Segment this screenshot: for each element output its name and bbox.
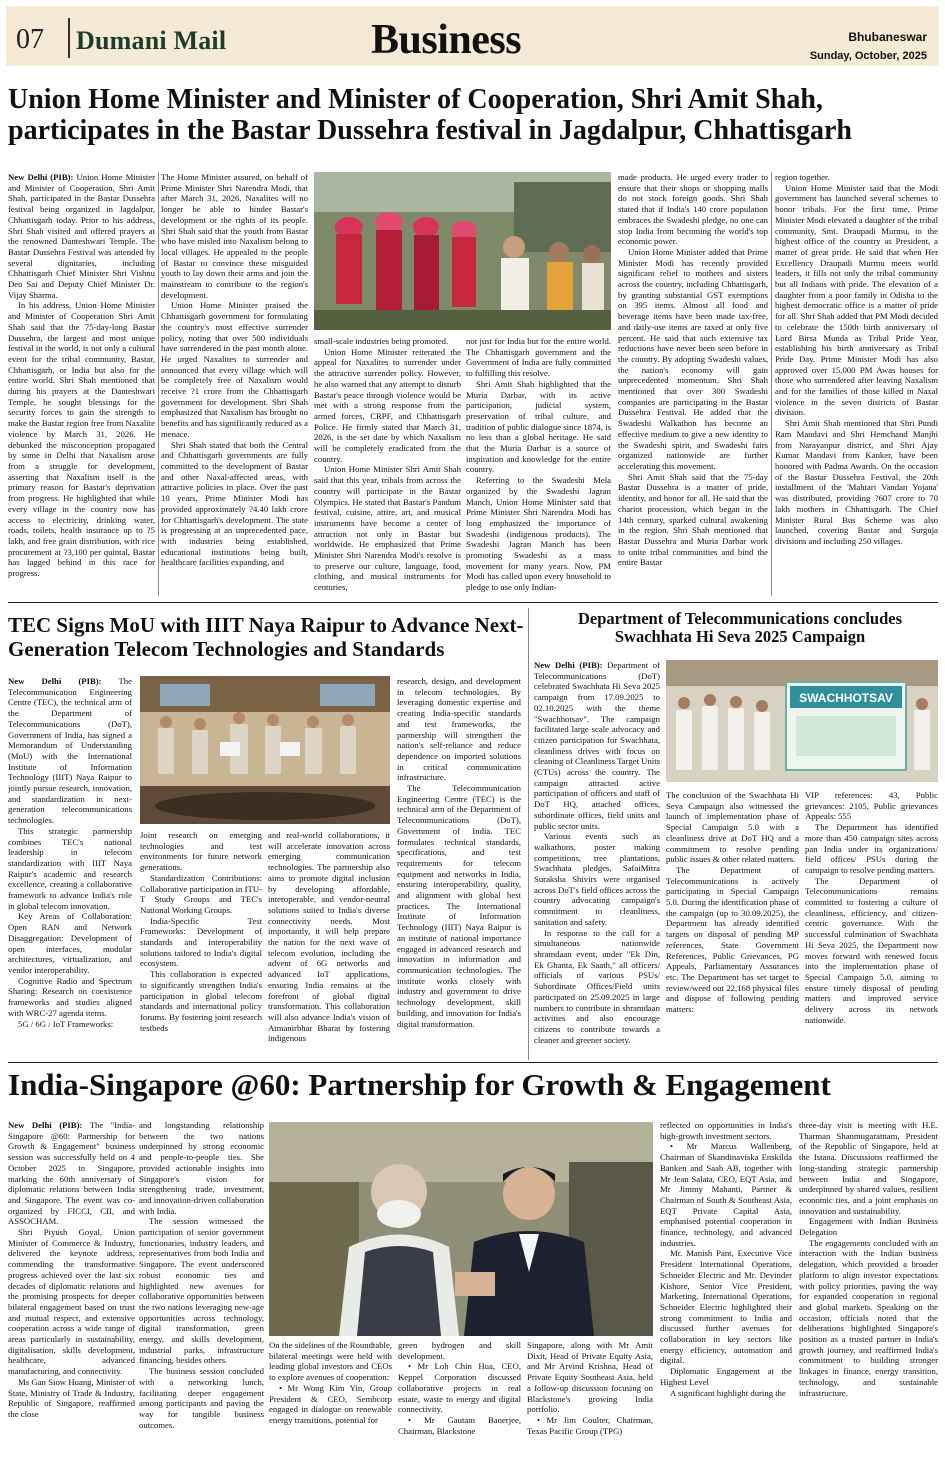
masthead — [6, 6, 939, 66]
story4-photo — [269, 1122, 653, 1336]
story4-col4-p2: • Mr Gautam Banerjee, Chairman, Blackstone — [398, 1414, 521, 1436]
story2-photo — [140, 676, 390, 824]
story3-col2-p0: The conclusion of the Swachhata Hi Seva Campaign also witnessed the launch of implementation phase of Special Campaign 5.0 with a cleanliness drive at DoT HQ and a commitment to resolve pending public issues & other related matters. — [666, 790, 799, 865]
story1-col4-p0: not just for India but for the entire world. The Chhattisgarh government and the Government of India are fully committed to fulfilling this resolve. — [466, 336, 611, 379]
story4-col1-p1: Shri Piyush Goyal, Union Minister of Commerce & Industry, delivered the keynote address, commending the transformative progress achieved over the last six decades of diplomatic relations and the promising prospects for deeper bilateral engagement based on trust and mutual respect, and extensive cooperation across a wide range of areas particularly in sustainability, digitalisation, skills development, healthcare, advanced manufacturing, and connectivity. — [8, 1227, 135, 1377]
story3-col3-p0: VIP references: 43, Public grievances: 2105, Public grievances Appeals: 555 — [805, 790, 938, 822]
story1-photo — [314, 172, 611, 330]
story1-col1 — [8, 172, 155, 596]
story1-col1-p1: In his address, Union Home Minister and Minister of Cooperation Shri Amit Shah said that the 75-day-long Bastar Dussehra, the largest and most unique festival in the world, is not only a cultural event for the tribal community, Bastar, Chhattisgarh, or India but also for the entire world. Shri Shah mentioned that during his prayers at the Danteshwari Temple, he sought blessings for the security forces to gain the strength to make the Bastar region free from Naxalite violence by March 31, 2026. He debunked the misconception propagated by some in Delhi that Naxalism arose from a struggle for development, asserting that Naxalism itself is the primary reason for Bastar's deprivation from progress. He highlighted that while every village in the country now has access to electricity, drinking water, roads, toilets, health insurance up to ?5 lakh, and free grain distribution, with rice procurement at ?3,100 per quintal, Bastar has lagged behind in this race for progress. — [8, 300, 155, 579]
story1-col6-p2: Shri Amit Shah mentioned that Shri Pundi Ram Mandavi and Shri Hemchand Manjhi from Narayanpur district, and Shri Ajay Kumar Mandavi from Kanker, have been honored with Padma Awards. On the occasion of the Bastar Dussehra Festival, the 20th installment of the 'Mahtari Vandan Yojana' was distributed, providing ?607 crore to 70 lakh mothers in Chhattisgarh. The Chief Minister Rural Bus Scheme was also launched, covering Bastar and Surguja divisions and including 250 villages. — [775, 418, 938, 546]
story1-col1-p0: New Delhi (PIB): Union Home Minister and Minister of Cooperation, Shri Amit Shah, participated in the Bastar Dussehra festival being organized in Jagdalpur, Chhattisgarh today. Prior to his address, Shri Shah visited and offered prayers at the renowned Danteshwari Temple. The Bastar Dussehra Festival was attended by several dignitaries, including Chhattisgarh Chief Minister Shri Vishnu Deo Sai and Deputy Chief Minister Dr. Vijay Sharma. — [8, 172, 155, 300]
edition-city: Bhubaneswar — [848, 30, 927, 44]
story2-col1-p0: New Delhi (PIB): The Telecommunication Engineering Centre (TEC), the technical arm of the Department of Telecommunications (DoT), Government of India, has signed a Memorandum of Understanding (MoU) with the International Institute of Information Technology (IIIT) Naya Raipur to jointly pursue research, innovation, and standardization in next-generation telecommunications technologies. — [8, 676, 132, 826]
story2-col2 — [140, 830, 262, 1061]
story1-headline: Union Home Minister and Minister of Cooperation, Shri Amit Shah, participates in the Bastar Dussehra festival in Jagdalpur, Chhattisgarh — [8, 84, 852, 147]
story2-col4 — [397, 676, 521, 1061]
story1-col2-p0: The Home Minister assured, on behalf of Prime Minister Shri Narendra Modi, that after March 31, 2026, Naxalites will no longer be able to hinder Bastar's development or the rights of its people. Shri Shah said that the youth from Bastar who have misled into Naxalism belong to local villages. He appealed to the people of Bastar to convince these misguided youth to lay down their arms and join the mainstream to contribute to the region's development. — [161, 172, 308, 300]
story1-col3-p2: Union Home Minister Shri Amit Shah said that this year, tribals from across the country will participate in the Bastar Olympics. He stated that Bastar's Pandum festival, cuisine, attire, art, and musical instruments have become a center of attraction not only in Bastar but worldwide. He emphasized that Prime Minister Shri Narendra Modi's resolve is to preserve our culture, language, food, clothing, and musical instruments for centuries, — [314, 464, 461, 593]
story4-col7-p2: The engagements concluded with an interaction with the Indian business delegation, which provided a broader platform to align investor expectations with policy priorities, paving the way for expanded cooperation in regional and global markets. Speaking on the occasion, officials noted that the deliberations highlighted Singapore's position as a trusted partner in India's growth journey, and reaffirmed India's commitment to building stronger linkages in finance, energy transition, technology, and sustainable infrastructure. — [799, 1237, 938, 1398]
story4-headline: India-Singapore @60: Partnership for Growth & Engagement — [8, 1067, 831, 1102]
story4-col4-p0: green hydrogen and skill development. — [398, 1340, 521, 1361]
story4-col4-p1: • Mr Loh Chin Hua, CEO, Keppel Corporation discussed collaborative projects in real estate, waste to energy and digital connectivity. — [398, 1361, 521, 1415]
story4-dateline: New Delhi (PIB): — [8, 1120, 83, 1130]
story2-col4-p1: The Telecommunication Engineering Centre (TEC) is the technical arm of the Department of Telecommunications (DoT), Government of India. TEC formulates technical standards, specifications, and test requirements for telecom equipment and networks in India, ensuring interoperability, quality, and alignment with global best practices. The International Institute of Information Technology (IIIT) Naya Raipur is an institute of national importance engaged in advanced research and innovation in information and communication technologies. The institute works closely with industry and government to drive technology development, skill building, and innovation for India's digital transformation. — [397, 783, 521, 1029]
story4-col6-p4: A significant highlight during the — [670, 1387, 786, 1398]
banner-text: SWACHHOTSAV — [799, 691, 893, 705]
section-divider — [8, 1062, 938, 1063]
column-rule — [771, 172, 772, 596]
story3-col1-p0: New Delhi (PIB): Department of Telecommunications (DoT) celebrated Swachhata Hi Seva 2025 campaign from 17.09.2025 to 02.10.2025 with the theme "Swachhotsav". The campaign facilitated large scale advocacy and citizen participation for Swachhata, cleanliness drives with focus on cleaning of Cleanliness Target Units (CTUs) across the country. The campaign attracted active participation of officers and staff of DoT HQ, attached offices, subordinate offices, field units and public sector units. — [534, 660, 660, 831]
story3-dateline: New Delhi (PIB): — [534, 660, 603, 670]
story1-col5-p0: made products. He urged every trader to ensure that their shops or shopping malls do not stock foreign goods. Shri Shah stated that if India's 140 crore population embraces the Swadeshi pledge, no one can stop India from becoming the world's top economic power. — [618, 172, 768, 247]
story4-col2-p2: The business session concluded with a networking lunch, facilitating deeper engagement among participants and paving the way for tangible business outcomes. — [139, 1366, 264, 1430]
story1-col6 — [775, 172, 938, 596]
story1-col4-p2: Referring to the Swadeshi Mela organized by the Swadeshi Jagran Manch, Union Home Minister said that Prime Minister Shri Narendra Modi has long emphasized the importance of Swadeshi (indigenous products). The Swadeshi Jagran Manch has been promoting Swadeshi as a mass movement for many years. Now, PM Modi has called upon every household to pledge to use only Indian- — [466, 475, 611, 593]
story2-col1-p2: Key Areas of Collaboration: Open RAN and Network Disaggregation: Development of open interfaces, modular architectures, virtualization, and vendor interoperability. — [8, 911, 132, 975]
story2-dateline: New Delhi (PIB): — [8, 676, 102, 686]
story2-col2-p3: This collaboration is expected to significantly strengthen India's participation in global telecom standards and international policy forums. By fostering joint research testbeds — [140, 969, 262, 1033]
story1-col3-p1: Union Home Minister reiterated the appeal for Naxalites to surrender under the attractive surrender policy. However, he also warned that any attempt to disturb Bastar's peace through violence would be met with a strong response from the armed forces, CRPF, and Chhattisgarh Police. He firmly stated that March 31, 2026, is the set date by which Naxalism will be completely eradicated from the country. — [314, 346, 461, 464]
story4-col2-p1: The session witnessed the participation of senior government functionaries, industry leaders, and representatives from both India and Singapore. The event underscored robust economic ties and highlighted new avenues for collaborative opportunities between the two nations leveraging new-age opportunities across technology, digital transformation, green energy, and skills development, industrial parks, infrastructure financing, besides others. — [139, 1216, 264, 1366]
column-rule — [158, 172, 159, 596]
page-number: 07 — [16, 24, 44, 55]
story3-col3-p2: The Department of Telecommunications remains committed to fostering a culture of cleanliness, efficiency, and citizen-centric governance. With the successful culmination of Swachhata Hi Seva 2025, the Department now moves forward with renewed focus into the implementation phase of Special Campaign 5.0, aiming to ensure timely disposal of pending matters and improved service delivery across its network nationwide. — [805, 875, 938, 1025]
story1-col5-p2: Shri Amit Shah said that the 75-day Bastar Dussehra is a matter of pride, identity, and honor for all. He said that the chariot procession, which began in the 14th century, sparked cultural awakening in the region. Shri Shah mentioned that Bastar Dussehra and Muria Darbar work to unite tribal communities and bind the entire Bastar — [618, 471, 768, 568]
story3-col1 — [534, 660, 660, 1058]
section-divider — [8, 602, 938, 603]
story4-col2-p0: and longstanding relationship between the two nations underpinned by strong economic and people-to-people ties. She provided actionable insights into Singapore's vision for strengthening trade, investment, and innovation-driven collaboration with India. — [139, 1120, 264, 1216]
story1-col2-p2: Shri Shah stated that both the Central and Chhattisgarh governments are fully committed to the development of Bastar and other Naxal-affected areas, with attractive policies in place. Over the past 10 years, Prime Minister Modi has provided approximately ?4.40 lakh crore for Chhattisgarh's development. The state is progressing at an unprecedented pace, with industries being established, educational institutions being built, healthcare facilities expanding, and — [161, 439, 308, 568]
story2-col2-p0: Joint research on emerging technologies and test environments for future network generations. — [140, 830, 262, 873]
story1-col2 — [161, 172, 308, 596]
story2-col3-p0: and real-world collaborations, it will accelerate innovation across emerging communication technologies. The partnership also aims to promote digital inclusion by developing affordable, interoperable, and vendor-neutral solutions suited to India's diverse connectivity needs. Most importantly, it will help prepare the nation for the next wave of telecom evolution, including the advent of 6G networks and advanced IoT applications, ensuring India remains at the forefront of global digital transformation. This collaboration will also advance India's vision of Atmanirbhar Bharat by fostering indigenous — [268, 830, 390, 1044]
story3-col1-p1: Various events such as walkathons, poster making competitions, tree plantations, Swachhata pledges, SafaiMitra Suraksha Shivirs were organised across DoT's field offices across the country advocating campaign's commitment to cleanliness, sanitation and safety. — [534, 831, 660, 927]
story2-col1-p3: Cognitive Radio and Spectrum Sharing: Research on coexistence frameworks and studies aligned with WRC-27 agenda items. — [8, 975, 132, 1018]
story4-col6-p2: Mr. Manish Pant, Executive Vice President International Operations, Schneider Electric and Mr. Devinder Kishore, Senior Vice President, Marketing, International Operations, Schneider Electric highlighted their strong commitment to India and discussed further avenues for collaboration in key sectors like energy efficiency, automation and digital. — [660, 1248, 792, 1366]
story3-headline: Department of Telecommunications concludes Swachhata Hi Seva 2025 Campaign — [577, 609, 903, 647]
story2-col4-p0: research, design, and development in telecom technologies. By leveraging domestic expertise and creating India-specific standards and test frameworks, the partnership will strengthen the nation's self-reliance and reduce dependence on imported solutions in critical communication infrastructure. — [397, 676, 521, 783]
story1-col4-p1: Shri Amit Shah highlighted that the Muria Darbar, with its active participation, judicial system, preservation of tribal culture, and tradition of public dialogue since 1874, is no less than a global heritage. He said that the Muria Darbar is a source of inspiration and knowledge for the entire country. — [466, 378, 611, 475]
story1-col6-p1: Union Home Minister said that the Modi government has launched several schemes to honor tribals. For the first time, Prime Minister Modi elevated a daughter of the tribal community, Smt. Draupadi Murmu, to the highest office of the country as President, a matter of great pride. He said that when Her Excellency Draupadi Murmu meets world leaders, it fills not only the tribal community but all Indians with pride. The elevation of a daughter from a poor family in Odisha to the highest democratic office is a matter of pride for all. Shri Shah added that PM Modi decided to celebrate the 150th birth anniversary of Lord Birsa Munda as Tribal Pride Year, establishing his birth anniversary as Tribal Pride Day. Prime Minister Modi has also approved over 15,000 PM Awas houses for those who surrendered after leaving Naxalism and for the families of those killed in Naxal violence in the seven districts of Bastar division. — [775, 182, 938, 418]
story1-col6-p0: region together. — [775, 172, 830, 182]
story4-col7 — [799, 1120, 938, 1452]
story4-col3 — [269, 1340, 392, 1452]
story1-col5-p1: Union Home Minister added that Prime Minister Modi has recently provided significant relief to mothers and sisters across the country, including Chhattisgarh, by granting substantial GST exemptions on 395 items. Almost all food and beverage items have been made tax-free, and daily-use items are taxed at only five percent. He said that such extensive tax reductions have never been seen before in the country. By adopting Swadeshi values, the nation's economy will gain unprecedented momentum. Shri Shah mentioned that over 300 Swadeshi companies are participating in the Bastar Dussehra Festival. He added that the Swadeshi Walkathon has become an effective medium to give a new identity to the Swadeshi spirit, and Swadeshi fairs organized nationwide are further accelerating this movement. — [618, 246, 768, 471]
story1-dateline: New Delhi (PIB): — [8, 172, 74, 182]
story2-col1-p1: This strategic partnership combines TEC's national leadership in telecom standardization with IIIT Naya Raipur's academic and research excellence, creating a collaborative framework to advance India's role in global telecom innovation. — [8, 825, 132, 911]
story4-col2 — [139, 1120, 264, 1452]
story4-col6-p0: reflected on opportunities in India's high-growth investment sectors. — [660, 1120, 792, 1141]
story4-col6-p3: Diplomatic Engagement at the Highest Level — [660, 1366, 792, 1387]
story4-col5-p0: Singapore, along with Mr Amit Dixit, Head of Private Equity Asia, and Mr Arvind Krishna, Head of Private Equity Southeast Asia, held a follow-up discussion focusing on Blackstone's growing India portfolio. — [527, 1340, 653, 1415]
story2-col1-p4: 5G / 6G / IoT Frameworks: — [18, 1018, 114, 1029]
story2-col1 — [8, 676, 132, 1061]
story1-col4 — [466, 336, 611, 596]
edition-date: Sunday, October, 2025 — [809, 50, 927, 62]
story4-col5-p1: • Mr Jim Coulter, Chairman, Texas Pacific Group (TPG) — [527, 1414, 653, 1436]
masthead-divider — [68, 18, 70, 58]
story1-col5 — [618, 172, 768, 596]
story2-col2-p2: India-Specific Test Frameworks: Development of standards and interoperability solutions tailored to India's digital ecosystem. — [140, 915, 262, 969]
story4-col7-p0: three-day visit is meeting with H.E. Tharman Shanmugaratnam, President of the Republic of Singapore, held at the Istana. Discussions reaffirmed the long-standing strategic partnership between India and Singapore, underpinned by shared values, resilient economic ties, and a joint emphasis on innovation and sustainability. — [799, 1120, 938, 1216]
story3-col3 — [805, 790, 938, 1058]
story2-col2-p1: Standardization Contributions: Collaborative participation in ITU-T Study Groups and TEC's National Working Groups. — [140, 872, 262, 915]
story4-col4 — [398, 1340, 521, 1452]
section-title: Business — [371, 17, 522, 63]
story4-col1-p0: New Delhi (PIB): The "India-Singapore @60: Partnership for Growth & Engagement" business session was successfully held on 4 October 2025 in Singapore, marking the 60th anniversary of diplomatic relations between India and Singapore. The event was co-organized by FICCI, CII, and ASSOCHAM. — [8, 1120, 135, 1227]
story4-col6-p1: • Mr Marcus Wallenberg, Chairman of Skandinaviska Enskilda Banken and Saab AB, together with Mr Jean Salata, CEO, EQT Asia, and Mr Jimmy Mahanti, Partner & Chairman of South & Southeast Asia, EQT Private Capital Asia, emphasised potential cooperation in finance, technology, and advanced industries. — [660, 1141, 792, 1248]
story3-col2 — [666, 790, 799, 1058]
story1-col2-p1: Union Home Minister praised the Chhattisgarh government for formulating the country's most effective surrender policy, noting that over 500 individuals have surrendered in the past month alone. He urged Naxalites to surrender and announced that every village which will be completely free of Naxalism would receive ?1 crore from the Chhattisgarh government for development. Shri Shah emphasized that Naxalism has brought no benefits and has significantly reduced as a menace. — [161, 300, 308, 439]
story2-headline: TEC Signs MoU with IIIT Naya Raipur to Advance Next-Generation Telecom Technologies and Standards — [8, 613, 524, 661]
story4-col6 — [660, 1120, 792, 1452]
story2-col3 — [268, 830, 390, 1061]
story4-col1-p2: Ms Gan Siow Huang, Minister of State, Ministry of Trade & Industry, Republic of Singapore, reaffirmed the close — [8, 1376, 135, 1419]
column-rule — [528, 608, 529, 1060]
story4-col7-p1: Engagement with Indian Business Delegation — [799, 1216, 938, 1238]
story3-col1-p2: In response to the call for a simultaneous nationwide shramdaan event, under "Ek Din, Ek Ghanta, Ek Saath," all officers/ officials of various PSUs/ Subordinate Offices/Field units participated on 25.09.2025 in large numbers to contribute in shramdaan activities and also encourage citizens to contribute towards a cleaner and greener society. — [534, 927, 660, 1045]
story1-col3-p0: small-scale industries being promoted. — [314, 336, 449, 346]
story4-col3-p0: On the sidelines of the Roundtable, bilateral meetings were held with leading global investors and CEOs to explore avenues of cooperation: — [269, 1340, 392, 1383]
story4-col1 — [8, 1120, 135, 1452]
paper-name: Dumani Mail — [76, 26, 227, 55]
story3-col2-p1: The Department of Telecommunications is actively participating in Special Campaign 5.0. During the identification phase of the campaign (up to 30.09.2025), the Department has already identified targets on disposal of pending MP references, State Government References, Public Grievances, PG Appeals, Parliamentary Assurances etc. The Department has set target to review/weed out 22,168 physical files and dispose of following pending matters: — [666, 864, 799, 1015]
story4-col3-p1: • Mr Wong Kim Yin, Group President & CEO, Sembcorp engaged in dialogue on renewable energy transitions, potential for — [269, 1382, 392, 1425]
story3-photo — [666, 660, 938, 782]
story4-col5 — [527, 1340, 653, 1452]
story1-col3 — [314, 336, 461, 596]
story3-col3-p1: The Department has identified more than 450 campaign sites across pan India under its organizations/ field offices/ PSUs during the campaign to resolve pending matters. — [805, 822, 938, 875]
